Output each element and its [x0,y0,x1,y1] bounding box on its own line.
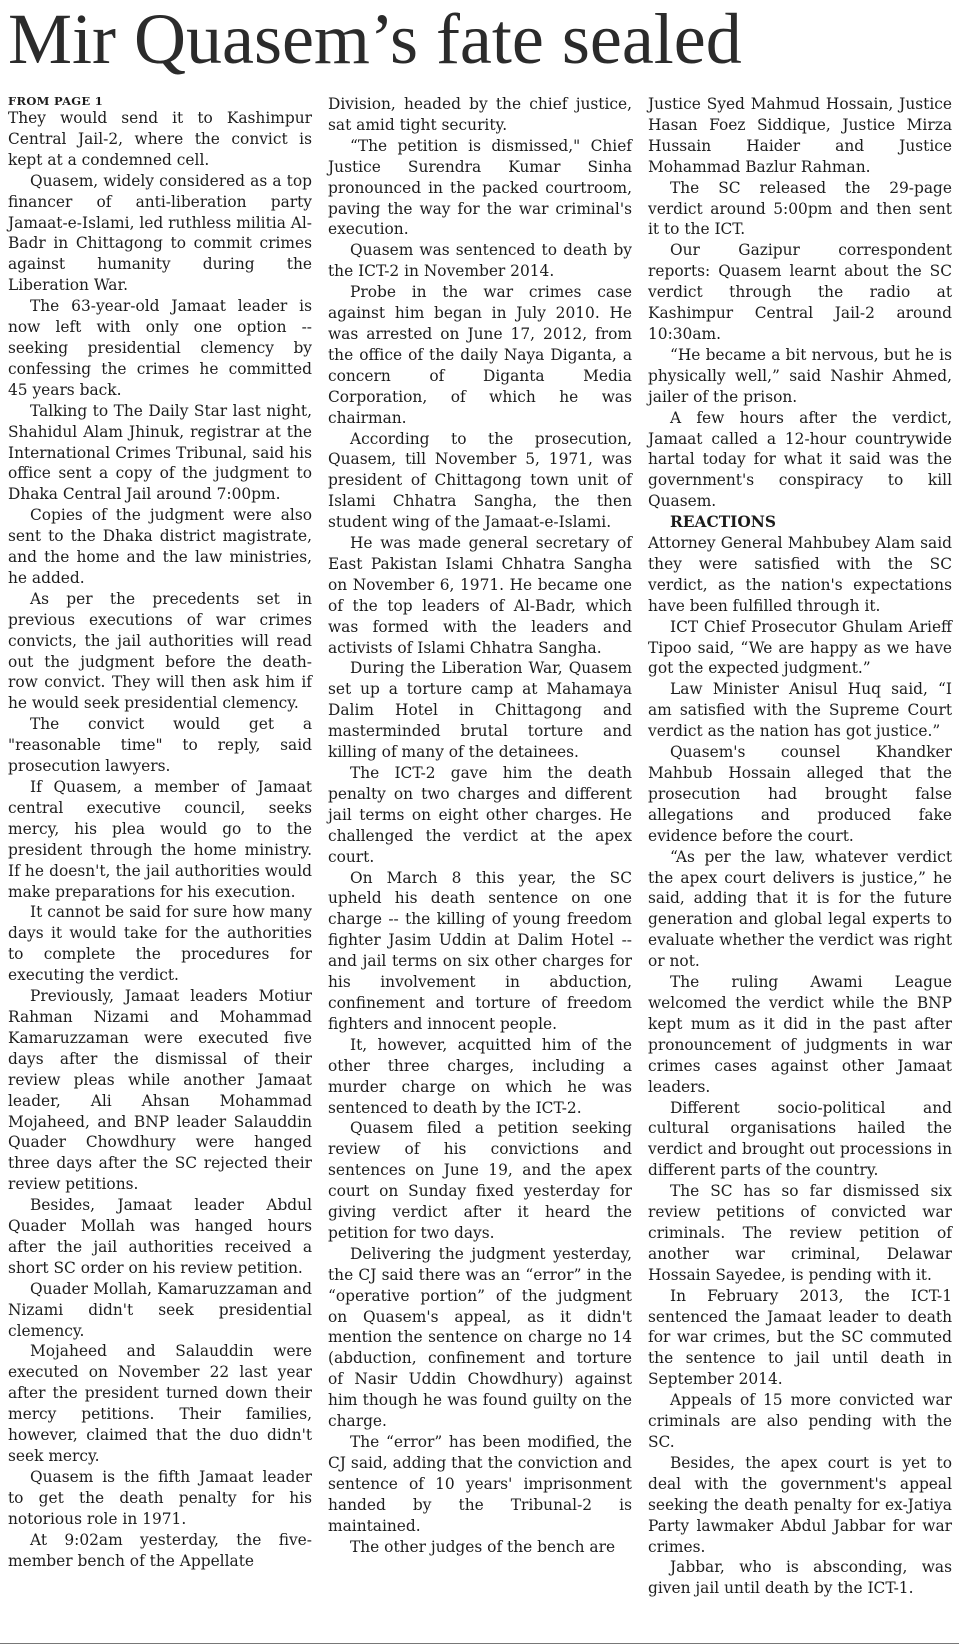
paragraph: The SC has so far dismissed six review petitions of convicted war criminals. The review petition of another war criminal, Delawar Hossain Sayedee, is pending with it. [648,1182,952,1284]
paragraph: Delivering the judgment yesterday, the CJ said there was an “error” in the “operative portion” of the judgment on Quasem's appeal, as it didn't mention the sentence on charge no 14 (abduction, confinement and torture of Nasir Uddin Chowdhury) against him though he was found guilty on the charge. [328,1244,632,1431]
column-2 [328,94,632,1557]
paragraph: If Quasem, a member of Jamaat central executive council, seeks mercy, his plea would go to the president through the home ministry. If he doesn't, the jail authorities would make preparations for his execution. [8,778,312,901]
paragraph: It, however, acquitted him of the other three charges, including a murder charge on which he was sentenced to death by the ICT-2. [328,1035,632,1117]
paragraph: The 63-year-old Jamaat leader is now left with only one option -- seeking presidential clemency by confessing the crimes he committed 45 years back. [8,297,312,399]
paragraph: Quader Mollah, Kamaruzzaman and Nizami didn't seek presidential clemency. [8,1279,312,1340]
paragraph: Attorney General Mahbubey Alam said they were satisfied with the SC verdict, as the nation's expectations have been fulfilled through it. [648,534,952,615]
paragraph: The convict would get a "reasonable time" to reply, said prosecution lawyers. [8,715,312,776]
paragraph: At 9:02am yesterday, the five-member bench of the Appellate [8,1530,312,1570]
column-3 [648,94,952,1599]
paragraph: As per the precedents set in previous executions of war crimes convicts, the jail authorities will read out the judgment before the death-row convict. They will then ask him if he would seek presidential clemency. [8,589,312,713]
paragraph: Different socio-political and cultural organisations hailed the verdict and brought out processions in different parts of the country. [648,1098,952,1180]
paragraph: Division, headed by the chief justice, sat amid tight security. [328,95,632,134]
paragraph: On March 8 this year, the SC upheld his death sentence on one charge -- the killing of young freedom fighter Jasim Uddin at Dalim Hotel -- and jail terms on six other charges for his involvement in abduction, confinement and torture of freedom fighters and innocent people. [328,868,632,1033]
paragraph: ICT Chief Prosecutor Ghulam Arieff Tipoo said, “We are happy as we have got the expected judgment.” [648,617,952,678]
paragraph: According to the prosecution, Quasem, till November 5, 1971, was president of Chittagong town unit of Islami Chhatra Sangha, the then student wing of the Jamaat-e-Islami. [328,429,632,532]
paragraph: “As per the law, whatever verdict the apex court delivers is justice,” he said, adding that it is for the future generation and global legal experts to evaluate whether the verdict was right or not. [648,847,952,971]
bottom-rule [0,1643,959,1644]
paragraph: Besides, Jamaat leader Abdul Quader Mollah was hanged hours after the jail authorities received a short SC order on his review petition. [8,1196,312,1277]
paragraph: A few hours after the verdict, Jamaat called a 12-hour countrywide hartal today for what it said was the government's conspiracy to kill Quasem. [648,408,952,511]
paragraph: Jabbar, who is absconding, was given jail until death by the ICT-1. [648,1558,952,1598]
paragraph: Quasem was sentenced to death by the ICT-2 in November 2014. [328,241,632,281]
paragraph: The ruling Awami League welcomed the verdict while the BNP kept mum as it did in the past after pronouncement of judgments in war crimes cases against other Jamaat leaders. [648,973,952,1096]
paragraph: Besides, the apex court is yet to deal with the government's appeal seeking the death penalty for ex-Jatiya Party lawmaker Abdul Jabbar for war crimes. [648,1453,952,1556]
headline: Mir Quasem’s fate sealed [8,0,742,79]
paragraph: Copies of the judgment were also sent to the Dhaka district magistrate, and the home and the law ministries, he added. [8,506,312,587]
paragraph: Previously, Jamaat leaders Motiur Rahman Nizami and Mohammad Kamaruzzaman were executed five days after the dismissal of their review pleas while another Jamaat leader, Ali Ahsan Mohammad Mojaheed, and BNP leader Salauddin Quader Chowdhury were hanged three days after the SC rejected their review petitions. [8,987,312,1194]
paragraph: Mojaheed and Salauddin were executed on November 22 last year after the president turned down their mercy petitions. Their families, however, claimed that the duo didn't seek mercy. [8,1342,312,1465]
paragraph: The “error” has been modified, the CJ said, adding that the conviction and sentence of 10 years' imprisonment handed by the Tribunal-2 is maintained. [328,1433,632,1535]
paragraph: During the Liberation War, Quasem set up a torture camp at Mahamaya Dalim Hotel in Chittagong and masterminded brutal torture and killing of many of the detainees. [328,659,632,762]
paragraph: Probe in the war crimes case against him began in July 2010. He was arrested on June 17, 2012, from the office of the daily Naya Diganta, a concern of Diganta Media Corporation, of which he was chairman. [328,283,632,427]
kicker: FROM PAGE 1 [8,94,104,108]
paragraph: “The petition is dismissed," Chief Justice Surendra Kumar Sinha pronounced in the packed courtroom, paving the way for the war criminal's execution. [328,136,632,239]
paragraph: Quasem filed a petition seeking review of his convictions and sentences on June 19, and the apex court on Sunday fixed yesterday for giving verdict after it heard the petition for two days. [328,1119,632,1242]
paragraph: “He became a bit nervous, but he is physically well,” said Nashir Ahmed, jailer of the prison. [648,345,952,406]
paragraph: The ICT-2 gave him the death penalty on two charges and different jail terms on eight other charges. He challenged the verdict at the apex court. [328,764,632,866]
column-1 [8,94,312,1571]
paragraph: In February 2013, the ICT-1 sentenced the Jamaat leader to death for war crimes, but the SC commuted the sentence to jail until death in September 2014. [648,1286,952,1389]
paragraph: Talking to The Daily Star last night, Shahidul Alam Jhinuk, registrar at the International Crimes Tribunal, said his office sent a copy of the judgment to Dhaka Central Jail around 7:00pm. [8,401,312,504]
paragraph: Law Minister Anisul Huq said, “I am satisfied with the Supreme Court verdict as the nation has got justice.” [648,680,952,741]
paragraph: They would send it to Kashimpur Central Jail-2, where the convict is kept at a condemned cell. [8,109,312,169]
paragraph: Appeals of 15 more convicted war criminals are also pending with the SC. [648,1391,952,1451]
section-subhead: REACTIONS [670,513,776,532]
paragraph: Quasem is the fifth Jamaat leader to get the death penalty for his notorious role in 1971. [8,1467,312,1528]
paragraph: He was made general secretary of East Pakistan Islami Chhatra Sangha on November 6, 1971. He became one of the top leaders of Al-Badr, which was formed with the leaders and activists of Islami Chhatra Sangha. [328,534,632,657]
paragraph: Justice Syed Mahmud Hossain, Justice Hasan Foez Siddique, Justice Mirza Hussain Haider and Justice Mohammad Bazlur Rahman. [648,95,952,176]
paragraph: It cannot be said for sure how many days it would take for the authorities to complete the procedures for executing the verdict. [8,903,312,985]
paragraph: The other judges of the bench are [350,1537,616,1556]
paragraph: Quasem's counsel Khandker Mahbub Hossain alleged that the prosecution had brought false allegations and produced fake evidence before the court. [648,743,952,845]
paragraph: Quasem, widely considered as a top financer of anti-liberation party Jamaat-e-Islami, led ruthless militia Al-Badr in Chittagong to commit crimes against humanity during the Liberation War. [8,171,312,295]
paragraph: The SC released the 29-page verdict around 5:00pm and then sent it to the ICT. [648,178,952,239]
paragraph: Our Gazipur correspondent reports: Quasem learnt about the SC verdict through the radio at Kashimpur Central Jail-2 around 10:30am. [648,241,952,343]
